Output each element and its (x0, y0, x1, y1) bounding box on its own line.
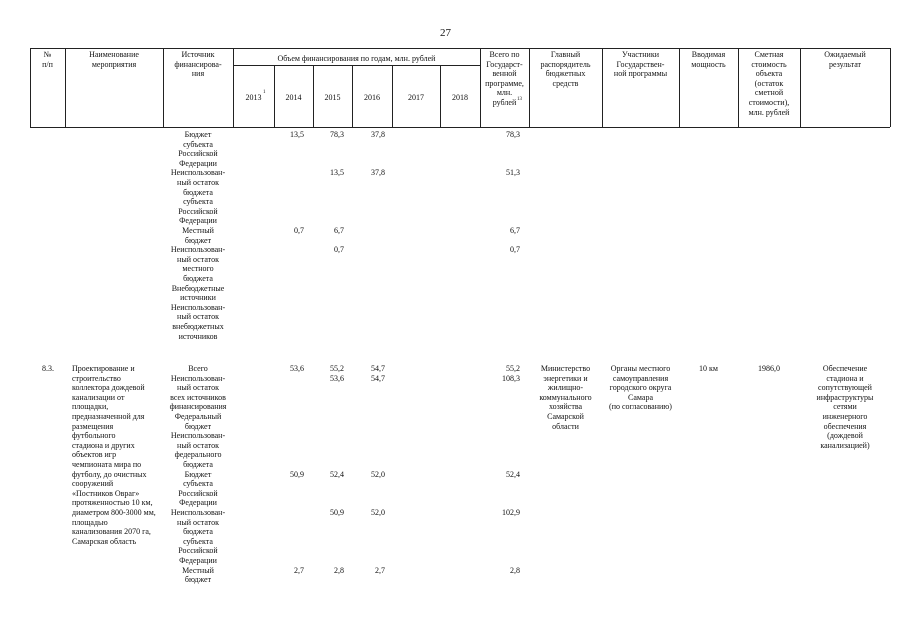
item-result: обеспечения (823, 421, 867, 431)
value-total: 52,4 (506, 469, 520, 479)
header-col-total: млн. (496, 88, 513, 98)
item-manager: области (552, 421, 579, 431)
value-2016: 52,0 (371, 508, 385, 517)
header-col-total: рублей (492, 98, 517, 107)
source-label: Неиспользован- (170, 508, 226, 517)
item-result: сетями (833, 402, 857, 412)
source-label: Российской (178, 546, 218, 556)
item-result: сопутствующей (818, 383, 872, 393)
value-2014: 13,5 (290, 130, 304, 139)
source-label: Неиспользован- (170, 245, 226, 255)
header-col-total: программе, (485, 78, 524, 88)
item-number: 8.3. (42, 364, 54, 373)
item-name: протяженностью 10 км, (72, 498, 153, 508)
item-manager: энергетики и (543, 373, 588, 383)
item-name: футбольного (72, 431, 116, 441)
source-label: Федерации (179, 556, 217, 565)
source-label: Местный (182, 226, 214, 235)
item-name: канализования 2070 га, (72, 527, 151, 537)
value-2015: 52,4 (330, 469, 344, 479)
source-label: субъекта (183, 479, 213, 489)
item-name: объектов игр (72, 450, 117, 460)
header-col-total: венной (492, 69, 517, 79)
item-name: Проектирование и (72, 364, 135, 373)
header-col-result: результат (828, 59, 862, 69)
item-result: (дождевой (827, 431, 863, 441)
value-2015: 55,2 (330, 364, 344, 373)
header-year: 2014 (285, 93, 302, 102)
column-rule (890, 48, 891, 127)
source-label: источники (180, 293, 216, 303)
value-2015: 6,7 (334, 226, 344, 235)
source-label: Федерации (179, 158, 217, 168)
header-col-participants: Участники (621, 50, 659, 59)
item-name: «Постников Овраг» (72, 488, 140, 498)
source-label: ный остаток (177, 440, 219, 450)
header-col-manager: Главный (550, 50, 581, 59)
value-2015: 53,6 (330, 373, 344, 383)
header-col-estimate: сметной (754, 88, 784, 98)
source-label: субъекта (183, 139, 213, 149)
header-sub-rule (233, 65, 480, 66)
source-label: Федеральный (174, 412, 222, 421)
header-year: 2018 (452, 93, 468, 102)
item-result: инженерного (822, 412, 868, 421)
item-capacity: 10 км (699, 364, 718, 373)
item-result: инфраструктуры (816, 392, 874, 402)
source-label: внебюджетных (172, 322, 224, 331)
source-label: бюджета (183, 274, 213, 283)
item-result: стадиона и (826, 373, 864, 383)
item-name: предназначенной для (72, 412, 145, 421)
header-col-name: Наименование (89, 50, 139, 59)
source-label: Внебюджетные (171, 283, 225, 293)
item-manager: жилищно- (547, 383, 584, 393)
source-label: бюджет (184, 575, 212, 585)
source-label: Бюджет (184, 469, 212, 479)
source-label: Неиспользован- (170, 168, 226, 178)
source-label: Бюджет (184, 130, 212, 139)
source-label: Федерации (179, 498, 217, 508)
header-bottom-rule (30, 127, 890, 128)
source-label: Российской (178, 149, 218, 159)
item-result: Обеспечение (822, 364, 868, 373)
source-label: ный остаток (177, 517, 219, 527)
header-col-volume: Объем финансирования по годам, млн. рублей (277, 54, 436, 63)
value-2014: 50,9 (290, 469, 304, 479)
item-participants: городского округа (609, 383, 672, 393)
item-name: площадью (72, 517, 108, 527)
value-2016: 37,8 (371, 130, 385, 139)
header-col-name: мероприятия (91, 59, 137, 69)
source-label: Местный (182, 565, 214, 575)
page-number: 27 (440, 27, 451, 39)
item-name: стадиона и других (72, 440, 135, 450)
header-col-estimate: Сметная (754, 50, 784, 59)
value-total: 108,3 (502, 373, 520, 383)
value-2016: 52,0 (371, 469, 385, 479)
item-name: Самарская область (72, 536, 137, 546)
value-total: 51,3 (506, 168, 520, 178)
value-2015: 78,3 (330, 130, 344, 139)
header-col-estimate: стоимости), (748, 98, 790, 107)
header-col-source: Источник (181, 50, 215, 59)
source-label: субъекта (183, 197, 213, 207)
source-label: Неиспользован- (170, 431, 226, 441)
source-label: финансирования (169, 402, 227, 412)
value-2016: 54,7 (371, 373, 385, 383)
item-result: канализацией) (820, 440, 870, 450)
header-col-participants: Государствен- (616, 59, 665, 69)
value-total: 55,2 (506, 364, 520, 373)
header-col-source: финансирова- (174, 59, 222, 69)
header-year: 2016 (364, 93, 380, 102)
header-year: 2017 (408, 93, 424, 102)
source-label: Российской (178, 206, 218, 216)
item-manager: коммунального (539, 392, 592, 402)
source-label: источников (178, 331, 218, 341)
item-name: чемпионата мира по (72, 460, 142, 469)
value-total: 78,3 (506, 130, 520, 139)
source-label: бюджет (184, 421, 212, 431)
header-col-total: Государст- (486, 59, 523, 69)
item-participants: самоуправления (612, 373, 669, 383)
value-total: 6,7 (510, 226, 520, 235)
header-col-participants: ной программы (613, 69, 668, 79)
header-col-capacity: Вводимая (691, 50, 726, 59)
source-label: ный остаток (177, 383, 219, 393)
header-col-estimate: объекта (755, 69, 783, 79)
source-label: Федерации (179, 216, 217, 226)
source-label: федерального (174, 450, 222, 460)
source-label: субъекта (183, 536, 213, 546)
header-total-footnote: 13 (517, 97, 522, 102)
value-total: 0,7 (510, 245, 520, 255)
header-year: 2013 (245, 93, 262, 102)
source-label: бюджет (184, 235, 212, 245)
item-name: размещения (72, 421, 114, 431)
item-name: площадки, (72, 402, 109, 412)
source-label: Неиспользован- (170, 373, 226, 383)
source-label: ный остаток (177, 312, 219, 322)
header-col-estimate: стоимость (751, 59, 787, 69)
value-2014: 2,7 (294, 565, 304, 575)
header-top-rule (30, 48, 890, 49)
item-participants: (по согласованию) (609, 402, 672, 412)
item-estimate: 1986,0 (758, 364, 780, 373)
value-2014: 53,6 (290, 364, 304, 373)
header-col-result: Ожидаемый (824, 50, 866, 59)
source-label: бюджета (183, 460, 213, 469)
source-label: всех источников (170, 392, 226, 402)
header-col-estimate: (остаток (754, 78, 784, 88)
item-name: диаметром 800-3000 мм, (72, 508, 156, 517)
value-total: 2,8 (510, 565, 520, 575)
value-2015: 2,8 (334, 565, 344, 575)
item-participants: Самара (628, 392, 653, 402)
header-col-manager: распорядитель (540, 59, 591, 69)
header-col-no: № (43, 50, 52, 59)
header-col-estimate: млн. рублей (748, 107, 790, 117)
value-2015: 0,7 (334, 245, 344, 255)
header-col-capacity: мощность (691, 59, 726, 69)
value-2015: 50,9 (330, 508, 344, 517)
item-participants: Органы местного (610, 364, 671, 373)
header-col-no: п/п (42, 59, 53, 69)
item-name: коллектора дождевой (72, 383, 145, 393)
header-col-source: ния (191, 69, 205, 79)
source-label: Российской (178, 488, 218, 498)
source-label: ный остаток (177, 254, 219, 264)
value-2016: 54,7 (371, 364, 385, 373)
header-year-footnote: 1 (263, 90, 266, 95)
value-2016: 37,8 (371, 168, 385, 178)
value-2016: 2,7 (375, 565, 385, 575)
source-label: бюджета (183, 187, 213, 197)
item-manager: Самарской (547, 412, 584, 421)
source-label: бюджета (183, 527, 213, 537)
source-label: местного (182, 264, 214, 274)
header-col-manager: средств (552, 78, 579, 88)
value-2015: 13,5 (330, 168, 344, 178)
item-name: футболу, до очистных (72, 469, 147, 479)
source-label: Всего (188, 364, 208, 373)
header-year: 2015 (324, 93, 341, 102)
source-label: Неиспользован- (170, 302, 226, 312)
item-manager: Министерство (540, 364, 591, 373)
item-name: строительство (72, 373, 121, 383)
source-label: ный остаток (177, 178, 219, 187)
header-col-manager: бюджетных (545, 69, 586, 79)
header-col-total: Всего по (489, 50, 520, 59)
item-name: сооружений (72, 479, 114, 489)
item-name: канализации от (72, 392, 125, 402)
value-total: 102,9 (502, 508, 520, 517)
item-manager: хозяйства (548, 402, 583, 412)
value-2014: 0,7 (294, 226, 304, 235)
